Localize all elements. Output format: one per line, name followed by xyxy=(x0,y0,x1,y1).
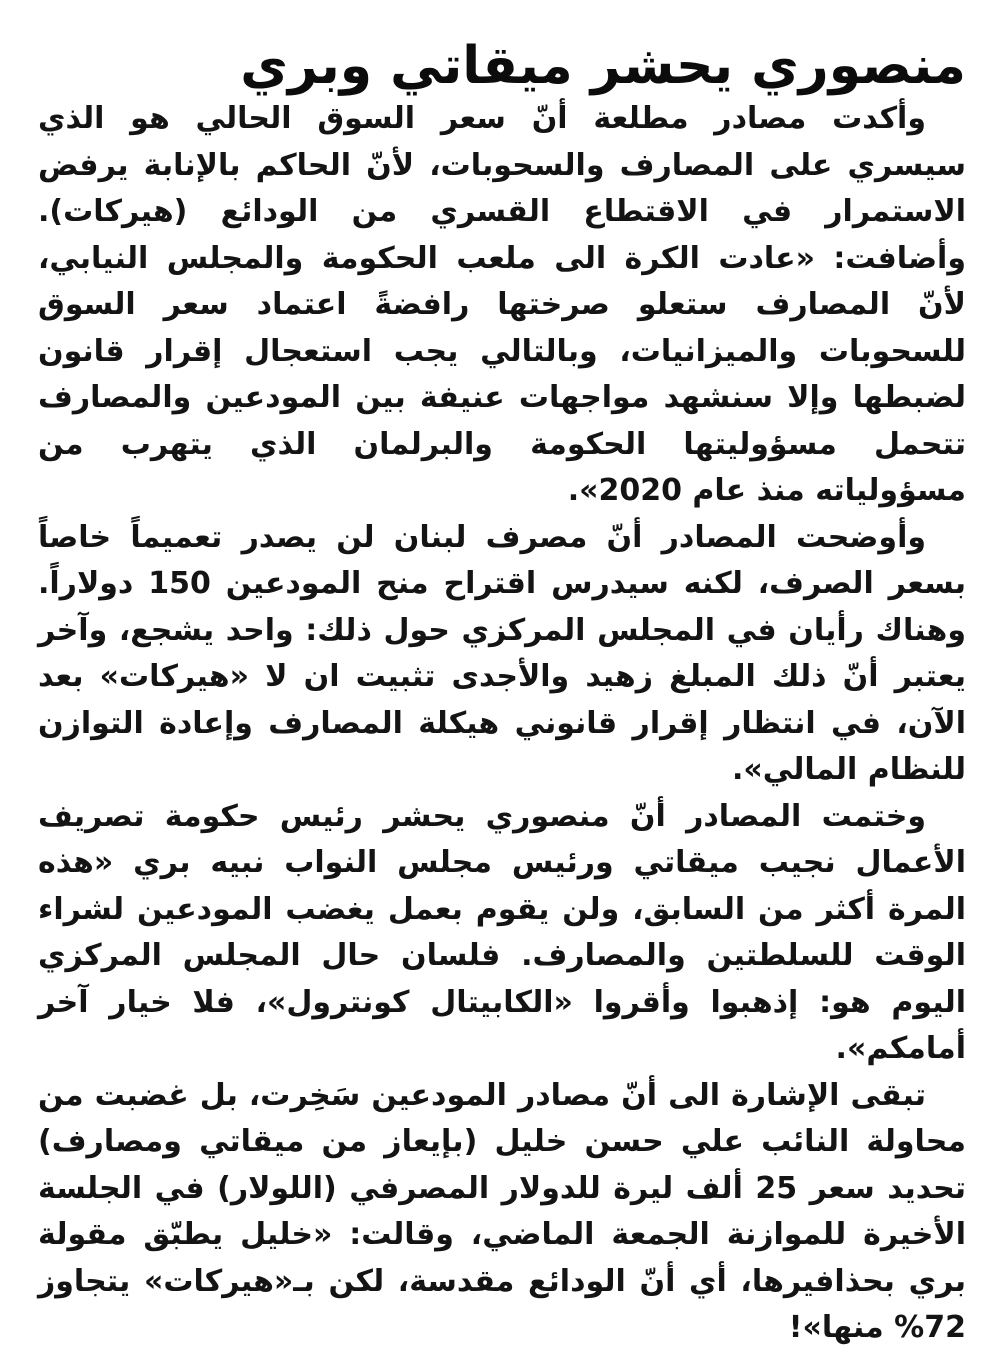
article-headline: منصوري يحشر ميقاتي وبري xyxy=(240,36,966,96)
article-body xyxy=(38,96,966,1352)
article-paragraph-3: وختمت المصادر أنّ منصوري يحشر رئيس حكومة تصريف الأعمال نجيب ميقاتي ورئيس مجلس النواب نبيه بري «هذه المرة أكثر من السابق، ولن يقوم بعمل يغضب المودعين لشراء الوقت للسلطتين والمصارف. فلسان حال المجلس المركزي اليوم هو: إذهبوا وأقروا «الكابيتال كونترول»، فلا خيار آخر أمامكم». xyxy=(38,798,966,1066)
article-paragraph-2: وأوضحت المصادر أنّ مصرف لبنان لن يصدر تعميماً خاصاً بسعر الصرف، لكنه سيدرس اقتراح منح المودعين 150 دولاراً. وهناك رأيان في المجلس المركزي حول ذلك: واحد يشجع، وآخر يعتبر أنّ ذلك المبلغ زهيد والأجدى تثبيت ان لا «هيركات» بعد الآن، في انتظار إقرار قانوني هيكلة المصارف وإعادة التوازن للنظام المالي». xyxy=(38,519,966,787)
article-paragraph-4: تبقى الإشارة الى أنّ مصادر المودعين سَخِرت، بل غضبت من محاولة النائب علي حسن خليل (بإيعاز من ميقاتي ومصارف) تحديد سعر 25 ألف ليرة للدولار المصرفي (اللولار) في الجلسة الأخيرة للموازنة الجمعة الماضي، وقالت: «خليل يطبّق مقولة بري بحذافيرها، أي أنّ الودائع مقدسة، لكن بـ«هيركات» يتجاوز 72% منها»! xyxy=(38,1077,967,1345)
article-paragraph-1: وأكدت مصادر مطلعة أنّ سعر السوق الحالي هو الذي سيسري على المصارف والسحوبات، لأنّ الحاكم بالإنابة يرفض الاستمرار في الاقتطاع القسري من الودائع (هيركات). وأضافت: «عادت الكرة الى ملعب الحكومة والمجلس النيابي، لأنّ المصارف ستعلو صرختها رافضةً اعتماد سعر السوق للسحوبات والميزانيات، وبالتالي يجب استعجال إقرار قانون لضبطها وإلا سنشهد مواجهات عنيفة بين المودعين والمصارف تتحمل مسؤوليتها الحكومة والبرلمان الذي يتهرب من مسؤولياته منذ عام 2020». xyxy=(38,101,966,508)
